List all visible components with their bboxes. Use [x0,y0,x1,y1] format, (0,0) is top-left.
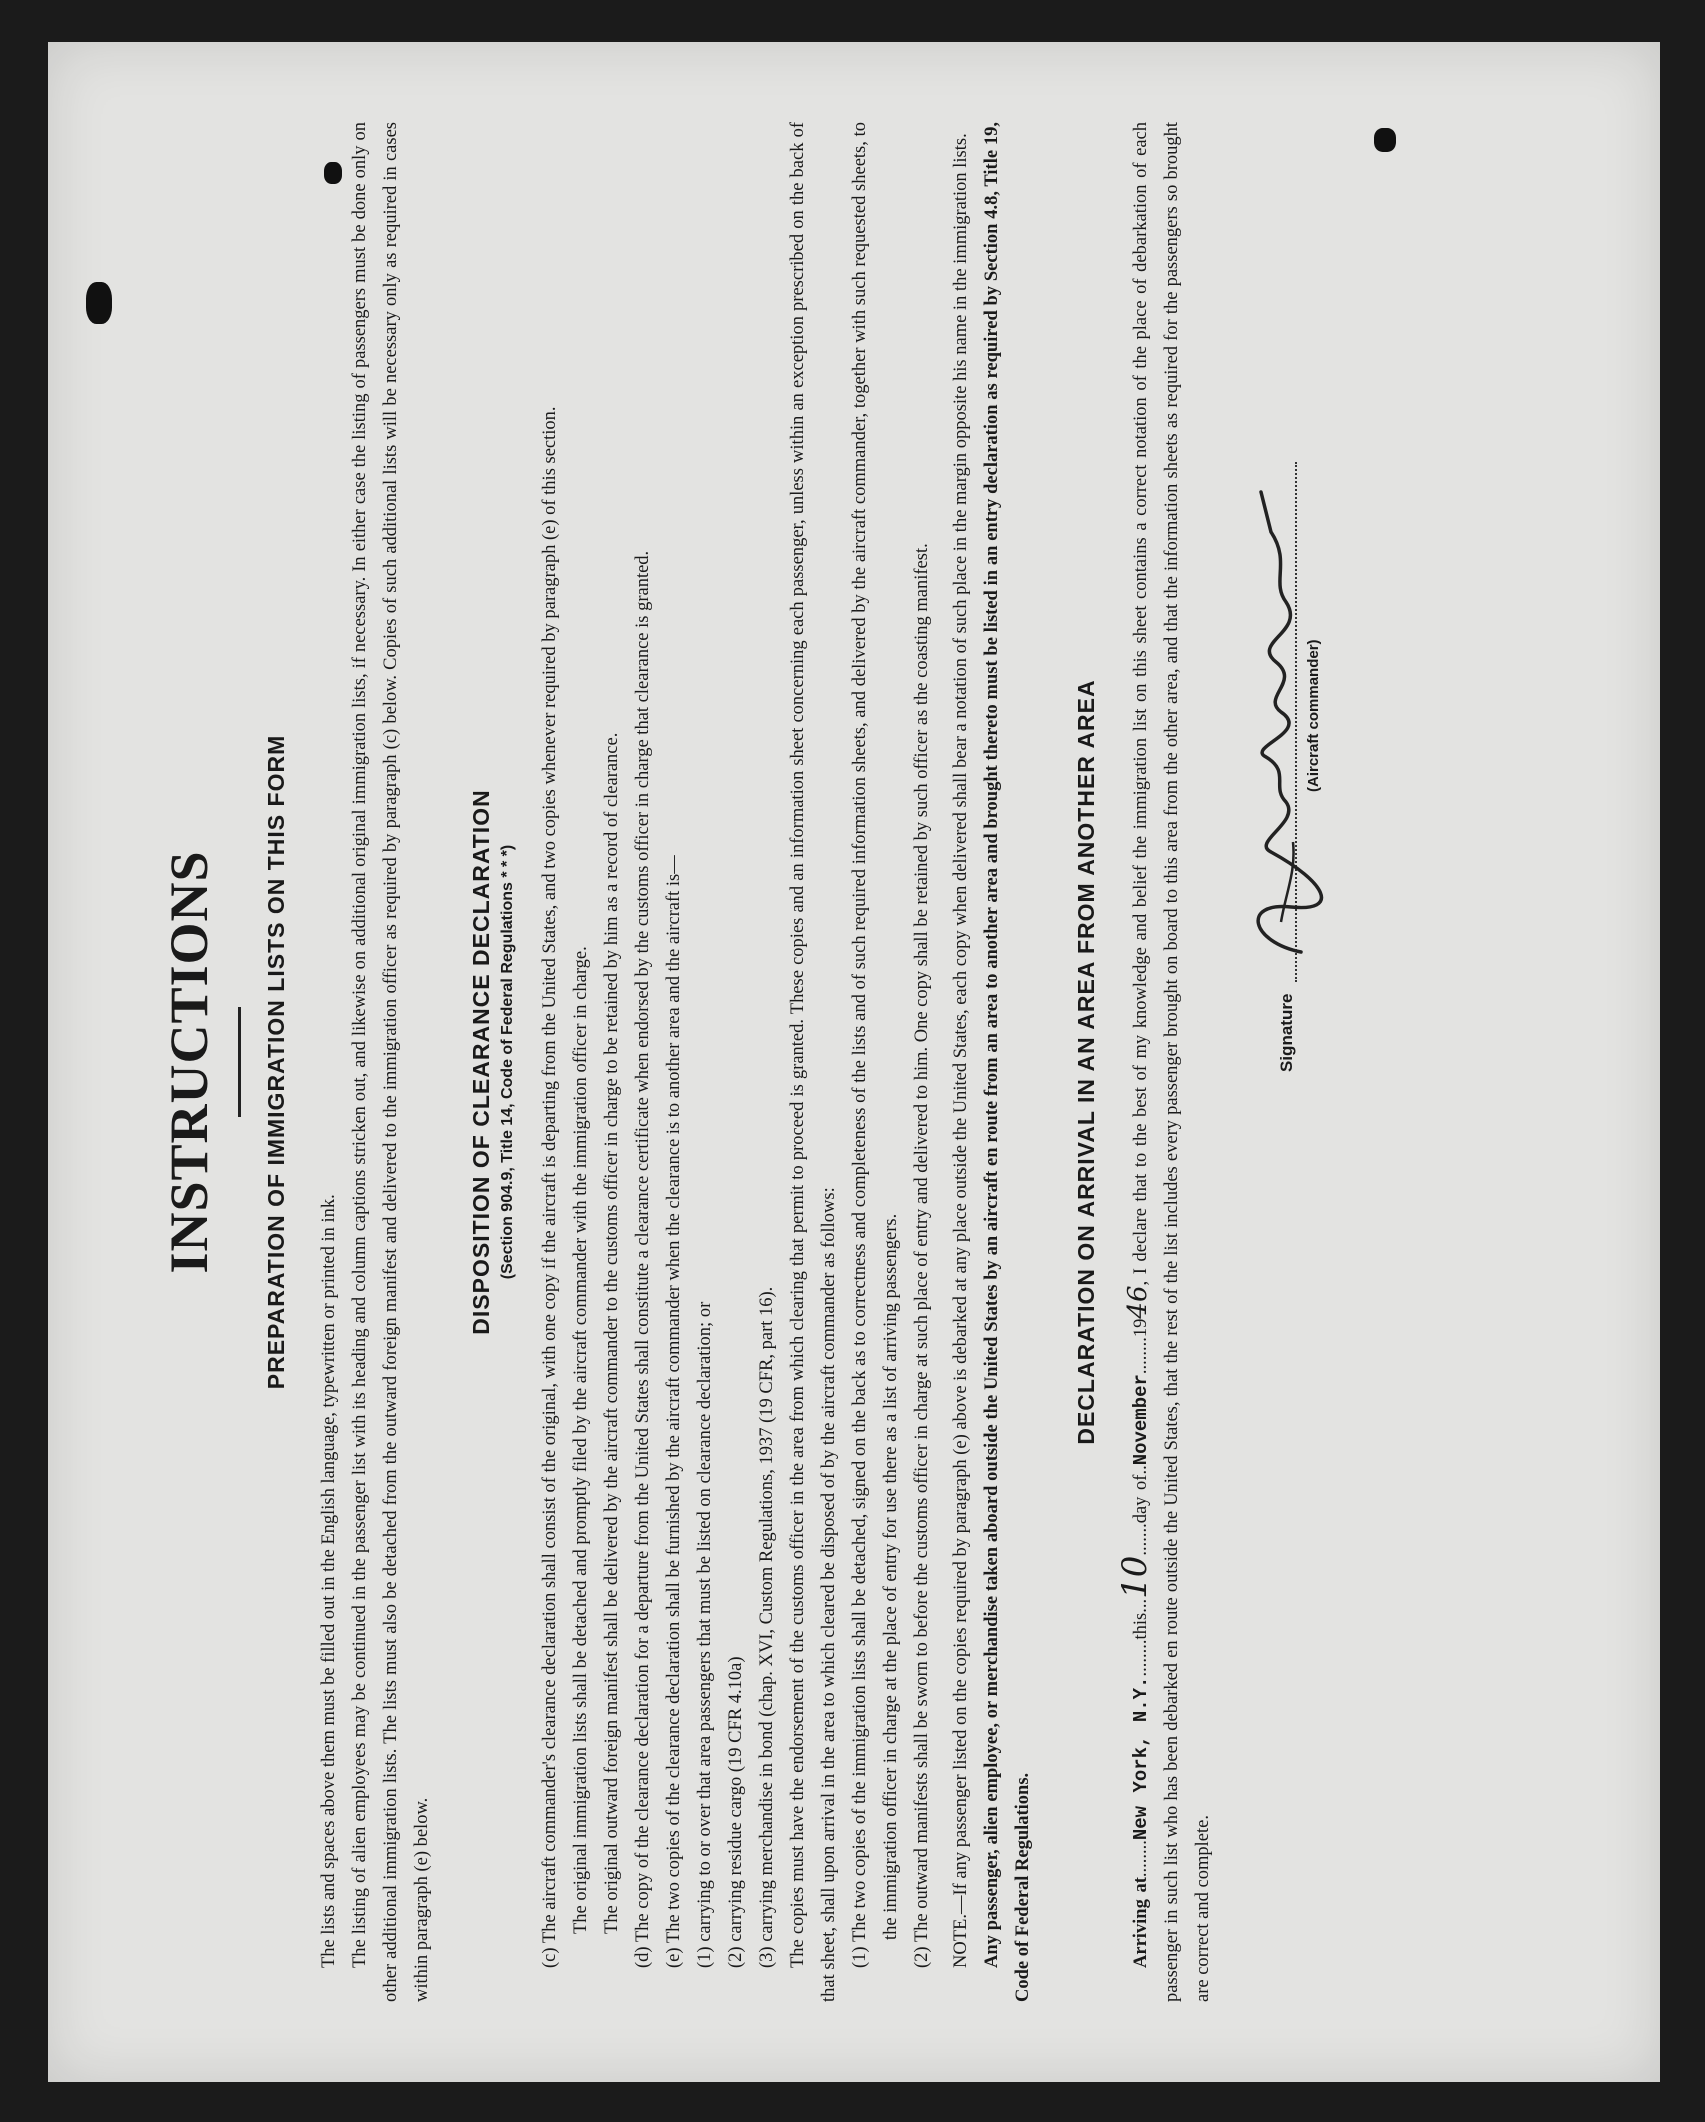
arriving-at-label: Arriving at [1131,1877,1151,1968]
day-of-label: day of [1131,1474,1151,1524]
list-item: (2) carrying residue cargo (19 CFR 4.10a) [726,1656,746,1968]
signature-label: Signature [1277,993,1296,1072]
regulation-citation: (Section 904.9, Title 14, Code of Federal Regulations * * *) [499,844,516,1280]
signature-block [1253,122,1333,2002]
paragraph: The lists and spaces above them must be filled out in the English language, typewritten or printed in ink. [319,1194,339,1968]
section-heading-declaration: DECLARATION ON ARRIVAL IN AN AREA FROM ANOTHER AREA [1073,679,1099,1445]
page-title: INSTRUCTIONS [159,850,219,1274]
declaration-paragraph: Arriving at........New York, N.Y.........this...10.......day of..November........1946, I declare that to the best of my knowledge and belief the immigration list on this sheet contains a correct notation of the place of debarkation of each passenger in such list who has been debarked en route outside the United States, that the rest of the list includes every passenger brought on board to this area from the other area, and that the information sheets as required for the passengers so brought are correct and complete. [1115,122,1213,2002]
paragraph: The original outward foreign manifest shall be delivered by the aircraft commander to the customs officer in charge to be retained by him as a record of clearance. [602,732,622,1934]
title-rule [238,1007,241,1117]
paragraph: The original immigration lists shall be detached and promptly filed by the aircraft commander with the immigration officer in charge. [571,946,591,1934]
handwritten-signature [1231,482,1341,962]
ink-blot [86,282,112,324]
declaration-text: , I declare that to the best of my knowledge and belief the immigration list on this sheet contains a correct notation of the place of debarkation of each passenger in such list who has been debarked en route outside the United States, that the rest of the list includes every passenger brought on board to this area from the other area, and that the information sheets as required for the passengers so brought are correct and complete. [1131,122,1213,2002]
paragraph-d: (d) The copy of the clearance declaration for a departure from the United States shall constitute a clearance certificate when endorsed by the customs officer in charge that clearance is granted. [633,550,653,1968]
arrival-year-value: 46 [1123,1285,1153,1319]
list-item: (1) carrying to or over that area passengers that must be listed on clearance declaration; or [695,1301,715,1968]
document-page [48,42,1660,2082]
rotated-text-block [158,122,1538,2002]
arrival-place-value: New York, N.Y. [1130,1676,1152,1841]
list-item: (3) carrying merchandise in bond (chap. XVI, Custom Regulations, 1937 (19 CFR, part 16). [757,1286,777,1968]
paragraph: The listing of alien employees may be continued in the passenger list with its heading and column captions stricken out, and likewise on additional original immigration lists, if necessary. In either case the listing of passengers must be done only on other additional immigration lists. The lists must also be detached from the outward foreign manifest and delivered to the immigration officer as required by paragraph (c) below. Copies of such additional lists will be necessary only as required in cases within paragraph (e) below. [350,122,432,2002]
year-prefix: 19 [1131,1318,1151,1338]
paragraph-e: (e) The two copies of the clearance declaration shall be furnished by the aircraft commander when the clearance is to another area and the aircraft is— [664,855,684,1968]
section-heading-disposition: DISPOSITION OF CLEARANCE DECLARATION [468,789,494,1335]
arrival-day-value: 10 [1115,1555,1155,1599]
paragraph: The copies must have the endorsement of the customs officer in the area from which clearing that permit to proceed is granted. These copies and an information sheet concerning each passenger, unless within an exception prescribed on the back of that sheet, shall upon arrival in the area to which cleared be disposed of by the aircraft commander as follows: [788,122,839,2002]
arrival-month-value: November [1130,1374,1152,1466]
note-paragraph: NOTE.—If any passenger listed on the copies required by paragraph (e) above is debarked at any place outside the United States, each copy when delivered shall bear a notation of such place in the margin opposite his name in the immigration lists. [951,133,971,1968]
paragraph: Any passenger, alien employee, or merchandise taken aboard outside the United States by an aircraft en route from an area to another area and brought thereto must be listed in an entry declaration as required by Section 4.8, Title 19, Code of Federal Regulations. [982,122,1033,2002]
list-item: (2) The outward manifests shall be sworn to before the customs officer in charge at such place of entry and delivered to him. One copy shall be retained by such officer as the coasting manifest. [912,543,932,1968]
this-label: this [1131,1612,1151,1640]
list-item: (1) The two copies of the immigration lists shall be detached, signed on the back as to correctness and completeness of the lists and of such required information sheets, and delivered by the aircraft commander, together with such requested sheets, to the immigration officer in charge at the place of entry for use there as a list of arriving passengers. [850,122,901,1968]
section-heading-preparation: PREPARATION OF IMMIGRATION LISTS ON THIS FORM [263,734,289,1390]
signature-caption: (Aircraft commander) [1305,639,1322,792]
paragraph-c: (c) The aircraft commander's clearance declaration shall consist of the original, with one copy if the aircraft is departing from the United States, and two copies whenever required by paragraph (e) of this section. [540,406,560,1968]
